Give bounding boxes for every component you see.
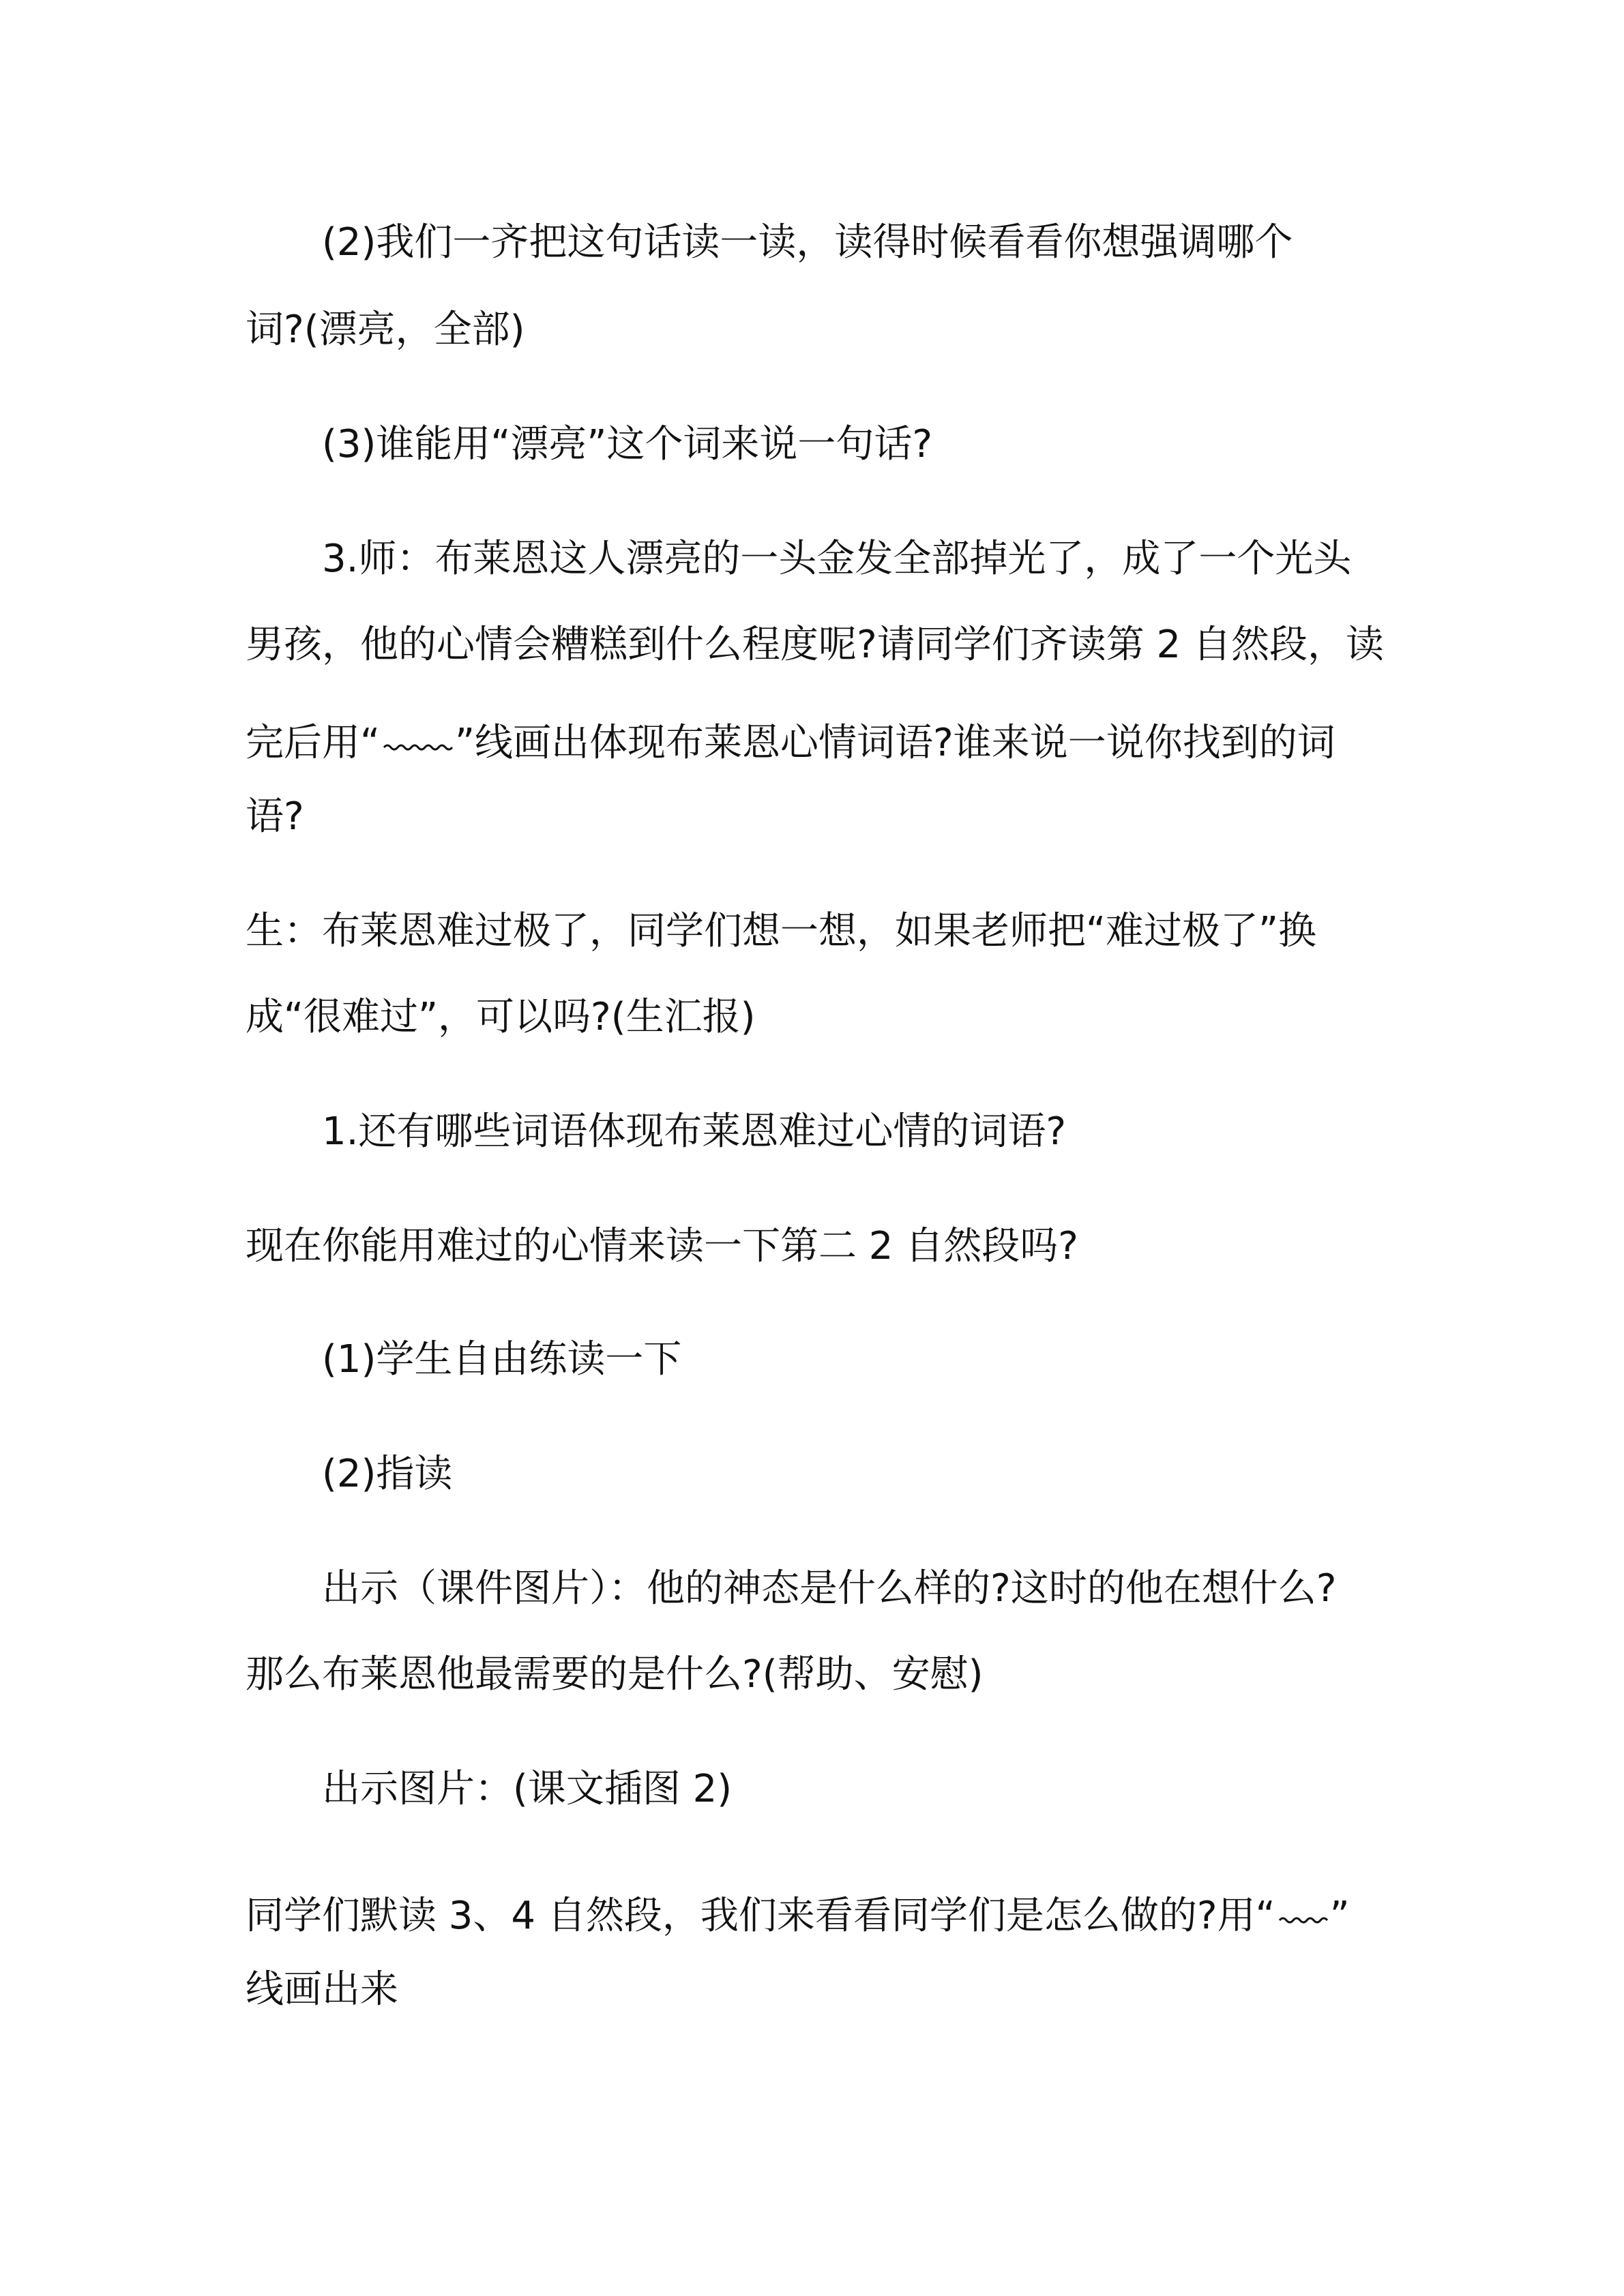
paragraph-line: 3.师：布莱恩这人漂亮的一头金发全部掉光了，成了一个光头 — [322, 537, 1352, 581]
wavy-underline-symbol — [380, 706, 455, 756]
paragraph-line: 现在你能用难过的心情来读一下第二 2 自然段吗? — [246, 1224, 1078, 1268]
paragraph-line: 出示图片：(课文插图 2) — [322, 1767, 733, 1811]
paragraph-line: 出示（课件图片）：他的神态是什么样的?这时的他在想什么? — [322, 1566, 1337, 1611]
paragraph-line: (1)学生自由练读一下 — [322, 1337, 682, 1382]
paragraph-line: 线画出来 — [246, 1967, 398, 2012]
paragraph-line: (3)谁能用“漂亮”这个词来说一句话? — [322, 422, 933, 466]
paragraph-line — [246, 1879, 1350, 1938]
paragraph-line: 1.还有哪些词语体现布莱恩难过心情的词语? — [322, 1109, 1067, 1154]
wavy-underline-symbol — [1275, 1879, 1330, 1928]
paragraph-line — [246, 706, 1335, 765]
paragraph-line: (2)我们一齐把这句话读一读，读得时候看看你想强调哪个 — [322, 220, 1293, 265]
line-segment: ”线画出体现布莱恩心情词语?谁来说一说你找到的词 — [455, 721, 1335, 765]
paragraph-line: 词?(漂亮，全部) — [246, 308, 525, 352]
paragraph-line: 生：布莱恩难过极了，同学们想一想，如果老师把“难过极了”换 — [246, 909, 1317, 953]
paragraph-line: 男孩，他的心情会糟糕到什么程度呢?请同学们齐读第 2 自然段，读 — [246, 623, 1384, 667]
paragraph-line: 成“很难过”，可以吗?(生汇报) — [246, 995, 756, 1039]
paragraph-line: 语? — [246, 794, 304, 839]
line-segment: 同学们默读 3、4 自然段，我们来看看同学们是怎么做的?用“ — [246, 1894, 1275, 1938]
line-segment: ” — [1329, 1894, 1350, 1938]
line-segment: 完后用“ — [246, 721, 381, 765]
paragraph-line: 那么布莱恩他最需要的是什么?(帮助、安慰) — [246, 1652, 984, 1697]
paragraph-line: (2)指读 — [322, 1452, 453, 1496]
